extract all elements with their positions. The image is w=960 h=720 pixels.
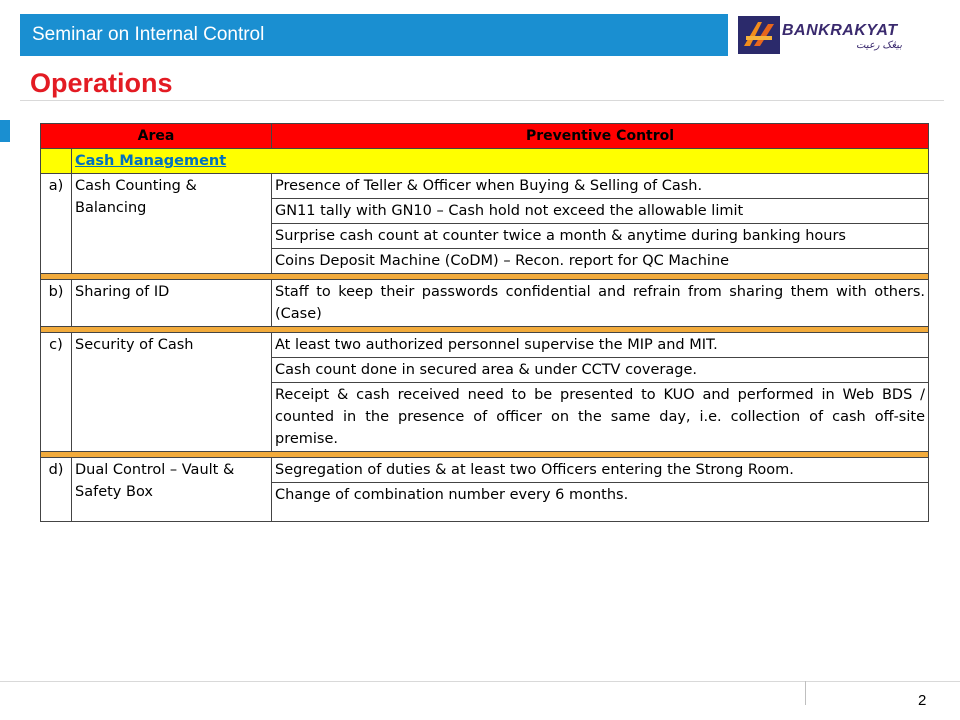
control-cell: Cash count done in secured area & under CCTV coverage. bbox=[272, 358, 929, 383]
table-row bbox=[41, 458, 929, 483]
control-cell: At least two authorized personnel supervise the MIP and MIT. bbox=[272, 333, 929, 358]
table-header-row bbox=[41, 124, 929, 149]
section-row bbox=[41, 149, 929, 174]
header-area: Area bbox=[41, 124, 272, 149]
header-preventive-control: Preventive Control bbox=[272, 124, 929, 149]
footer-divider bbox=[0, 681, 960, 682]
footer-tick bbox=[805, 681, 806, 705]
row-area: Dual Control – Vault & Safety Box bbox=[72, 458, 272, 522]
row-index: c) bbox=[41, 333, 72, 452]
control-cell: Presence of Teller & Officer when Buying & Selling of Cash. bbox=[272, 174, 929, 199]
row-area: Security of Cash bbox=[72, 333, 272, 452]
table-row bbox=[41, 174, 929, 199]
page-number: 2 bbox=[918, 692, 927, 709]
preventive-control-table bbox=[40, 123, 929, 522]
logo-text: BANKRAKYAT bbox=[782, 22, 898, 39]
bank-rakyat-emblem-icon bbox=[738, 16, 780, 54]
page-title: Operations bbox=[30, 68, 173, 98]
row-area: Cash Counting & Balancing bbox=[72, 174, 272, 274]
section-cash-management[interactable]: Cash Management bbox=[75, 153, 227, 169]
bank-rakyat-logo bbox=[736, 14, 944, 56]
row-index: a) bbox=[41, 174, 72, 274]
table-row bbox=[41, 280, 929, 327]
control-cell: GN11 tally with GN10 – Cash hold not exceed the allowable limit bbox=[272, 199, 929, 224]
table-row bbox=[41, 333, 929, 358]
title-divider bbox=[20, 100, 944, 101]
control-cell: Staff to keep their passwords confidential and refrain from sharing them with others. (Case) bbox=[272, 280, 929, 327]
control-cell: Receipt & cash received need to be presented to KUO and performed in Web BDS / counted in the presence of officer on the same day, i.e. collection of cash off-site premise. bbox=[272, 383, 929, 452]
header-bar bbox=[20, 14, 728, 56]
control-cell: Change of combination number every 6 months. bbox=[272, 483, 929, 522]
row-index: d) bbox=[41, 458, 72, 522]
control-cell: Coins Deposit Machine (CoDM) – Recon. report for QC Machine bbox=[272, 249, 929, 274]
row-area: Sharing of ID bbox=[72, 280, 272, 327]
control-cell: Surprise cash count at counter twice a month & anytime during banking hours bbox=[272, 224, 929, 249]
control-cell: Segregation of duties & at least two Officers entering the Strong Room. bbox=[272, 458, 929, 483]
header-title: Seminar on Internal Control bbox=[32, 24, 265, 45]
logo-jawi-text: بيڠک رعيت bbox=[856, 40, 902, 51]
slide-side-marker bbox=[0, 120, 10, 142]
row-index: b) bbox=[41, 280, 72, 327]
